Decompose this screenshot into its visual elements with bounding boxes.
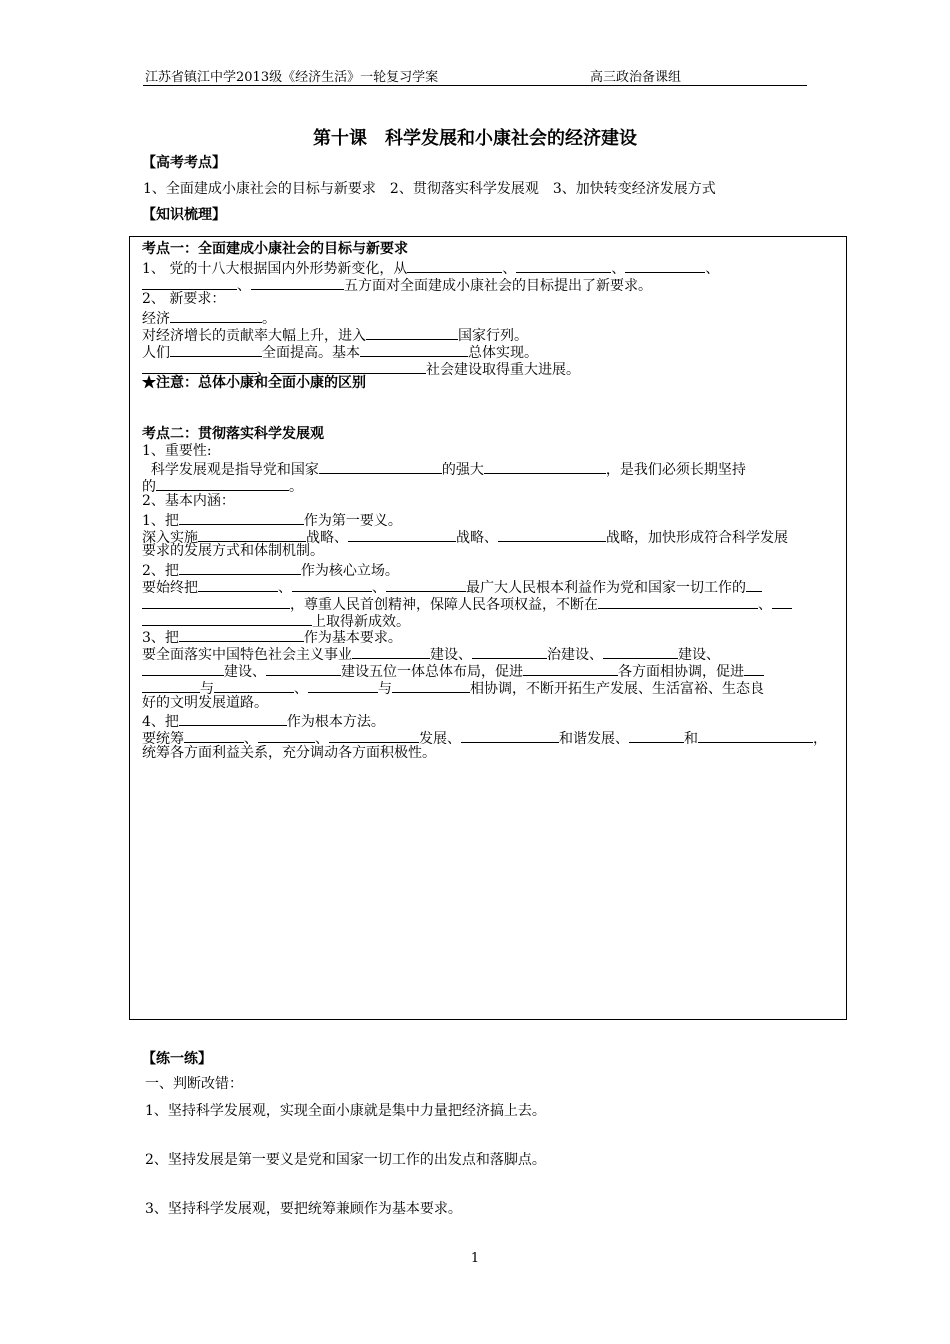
point1-line1: 1、 党的十八大根据国内外形势新变化，从 、 、 、 [142, 258, 838, 275]
blank[interactable] [308, 678, 378, 693]
blank[interactable] [142, 678, 200, 693]
point2-line5: 1、把 作为第一要义。 [142, 510, 838, 527]
point1-heading: 考点一：全面建成小康社会的目标与新要求 [142, 241, 408, 257]
blank[interactable] [271, 359, 426, 374]
point2-line4: 2、基本内涵： [142, 492, 235, 509]
blank[interactable] [598, 594, 758, 609]
point2-line12: 3、把 作为基本要求。 [142, 627, 838, 644]
point2-line10: ，尊重人民首创精神，保障人民各项权益，不断在 、 [142, 594, 838, 611]
practice-heading: 【练一练】 [142, 1051, 212, 1067]
blank[interactable] [142, 359, 257, 374]
blank[interactable] [484, 459, 606, 474]
point2-line3: 的 。 [142, 476, 838, 493]
point1-line2: 、 五方面对全面建成小康社会的目标提出了新要求。 [142, 275, 838, 292]
point2-line9: 要始终把 、 、 最广大人民根本利益作为党和国家一切工作的 [142, 577, 838, 594]
point1-line6: 人们 全面提高。基本 总体实现。 [142, 342, 838, 359]
point1-line5: 对经济增长的贡献率大幅上升，进入 国家行列。 [142, 325, 838, 342]
point2-line17: 4、把 作为根本方法。 [142, 711, 838, 728]
practice-subheading: 一、判断改错： [145, 1076, 243, 1092]
page-title: 第十课 科学发展和小康社会的经济建设 [313, 128, 637, 149]
blank[interactable] [386, 577, 466, 592]
blank[interactable] [266, 661, 341, 676]
blank[interactable] [214, 678, 294, 693]
blank[interactable] [184, 728, 244, 743]
point2-line6: 深入实施 战略、 战略、 战略，加快形成符合科学发展 [142, 527, 838, 544]
knowledge-content [142, 241, 838, 762]
page-number: 1 [470, 1251, 480, 1266]
point2-line2: 科学发展观是指导党和国家 的强大 ，是我们必须长期坚持 [142, 459, 838, 476]
blank[interactable] [360, 342, 468, 357]
blank[interactable] [772, 594, 792, 609]
blank[interactable] [179, 560, 301, 575]
spacer [142, 409, 838, 426]
blank[interactable] [179, 711, 287, 726]
blank[interactable] [251, 275, 344, 290]
point1-line7: 、 社会建设取得重大进展。 [142, 359, 838, 376]
blank[interactable] [625, 258, 705, 273]
blank[interactable] [392, 678, 470, 693]
blank[interactable] [629, 728, 684, 743]
blank[interactable] [516, 258, 611, 273]
practice-question-3: 3、坚持科学发展观，要把统筹兼顾作为基本要求。 [145, 1201, 462, 1217]
point2-line19: 统筹各方面利益关系，充分调动各方面积极性。 [142, 744, 436, 761]
header-rule [143, 85, 807, 86]
point2-line11: 上取得新成效。 [142, 611, 838, 628]
blank[interactable] [461, 728, 559, 743]
blank[interactable] [746, 577, 762, 592]
blank[interactable] [744, 661, 764, 676]
point1-line4: 经济 。 [142, 308, 838, 325]
blank[interactable] [198, 527, 306, 542]
point2-line14: 建设、 建设五位一体总体布局，促进 各方面相协调，促进 [142, 661, 838, 678]
blank[interactable] [407, 258, 502, 273]
practice-question-1: 1、坚持科学发展观，实现全面小康就是集中力量把经济搞上去。 [145, 1103, 546, 1119]
point1-note: ★注意：总体小康和全面小康的区别 [142, 375, 366, 392]
blank[interactable] [170, 342, 262, 357]
blank[interactable] [198, 577, 278, 592]
point1-line3: 2、 新要求： [142, 291, 226, 308]
blank[interactable] [142, 661, 224, 676]
point2-line13: 要全面落实中国特色社会主义事业 建设、 治建设、 建设、 [142, 644, 838, 661]
blank[interactable] [472, 644, 547, 659]
header-right: 高三政治备课组 [590, 70, 682, 85]
knowledge-heading: 【知识梳理】 [142, 207, 226, 223]
blank[interactable] [142, 275, 237, 290]
blank[interactable] [142, 611, 312, 626]
point2-line7: 要求的发展方式和体制机制。 [142, 543, 324, 560]
point2-heading: 考点二：贯彻落实科学发展观 [142, 425, 324, 442]
header-left: 江苏省镇江中学2013级《经济生活》一轮复习学案 [145, 70, 439, 85]
blank[interactable] [603, 644, 678, 659]
blank[interactable] [352, 644, 430, 659]
exam-points-heading: 【高考考点】 [142, 155, 226, 171]
blank[interactable] [170, 308, 262, 323]
blank[interactable] [366, 325, 458, 340]
spacer [142, 392, 838, 409]
blank[interactable] [258, 728, 315, 743]
blank[interactable] [156, 476, 289, 491]
point2-line18: 要统筹 、 、 发展、 和谐发展、 和 ， [142, 728, 838, 745]
blank[interactable] [523, 661, 618, 676]
point2-line16: 好的文明发展道路。 [142, 694, 268, 711]
exam-points-text: 1、全面建成小康社会的目标与新要求 2、贯彻落实科学发展观 3、加快转变经济发展方式 [143, 181, 716, 197]
blank[interactable] [142, 594, 290, 609]
blank[interactable] [179, 627, 304, 642]
point2-line1: 1、重要性: [142, 442, 212, 459]
blank[interactable] [319, 459, 442, 474]
blank[interactable] [498, 527, 606, 542]
point2-line8: 2、把 作为核心立场。 [142, 560, 838, 577]
point2-line15: 与 、 与 相协调，不断开拓生产发展、生活富裕、生态良 [142, 678, 838, 695]
blank[interactable] [348, 527, 456, 542]
blank[interactable] [698, 728, 813, 743]
blank[interactable] [329, 728, 419, 743]
blank[interactable] [179, 510, 304, 525]
blank[interactable] [292, 577, 372, 592]
practice-question-2: 2、坚持发展是第一要义是党和国家一切工作的出发点和落脚点。 [145, 1152, 546, 1168]
